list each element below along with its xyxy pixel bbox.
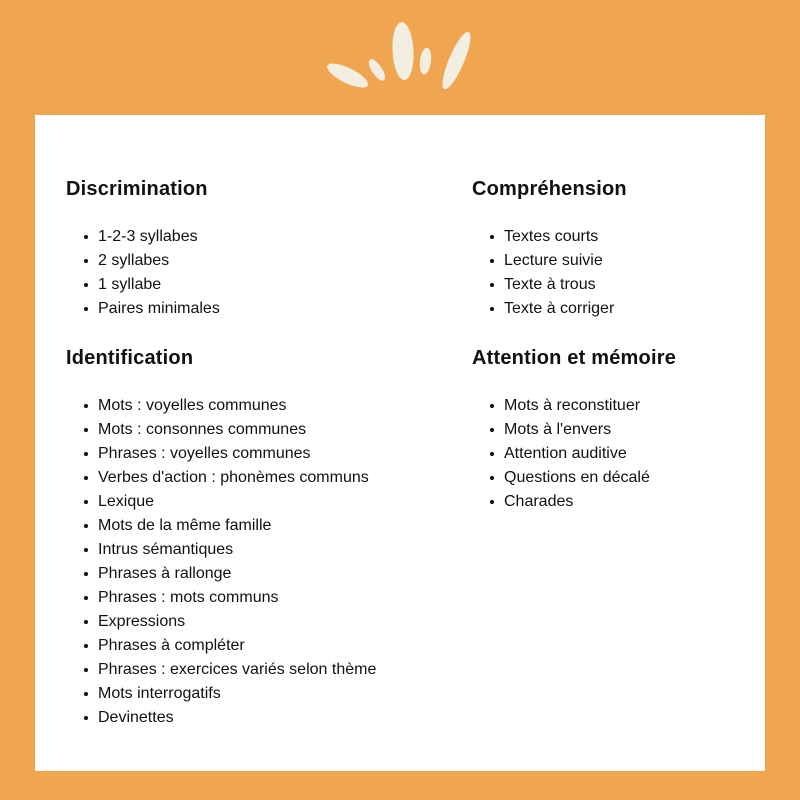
section-list-attention-memoire (472, 394, 765, 514)
list-item: Mots à reconstituer (490, 394, 765, 418)
list-item: Lexique (84, 490, 472, 514)
section-title-identification: Identification (66, 347, 194, 369)
column-right (472, 177, 765, 771)
section-attention-memoire (472, 346, 765, 514)
section-list-identification (66, 394, 472, 730)
list-item: Texte à trous (490, 273, 765, 297)
list-item: Expressions (84, 610, 472, 634)
list-item: 1-2-3 syllabes (84, 225, 472, 249)
section-title-comprehension: Compréhension (472, 178, 627, 200)
section-list-comprehension (472, 225, 765, 321)
list-item: Charades (490, 490, 765, 514)
list-item: Lecture suivie (490, 249, 765, 273)
list-item: Phrases : mots communs (84, 586, 472, 610)
column-left (66, 177, 472, 771)
section-comprehension (472, 177, 765, 321)
section-title-discrimination: Discrimination (66, 178, 208, 200)
list-item: Mots à l'envers (490, 418, 765, 442)
list-item: Mots : consonnes communes (84, 418, 472, 442)
burst-decoration-icon (320, 10, 480, 100)
list-item: Mots de la même famille (84, 514, 472, 538)
section-discrimination (66, 177, 472, 321)
list-item: Texte à corriger (490, 297, 765, 321)
list-item: 1 syllabe (84, 273, 472, 297)
list-item: 2 syllabes (84, 249, 472, 273)
list-item: Mots interrogatifs (84, 682, 472, 706)
list-item: Questions en décalé (490, 466, 765, 490)
list-item: Intrus sémantiques (84, 538, 472, 562)
list-item: Phrases : voyelles communes (84, 442, 472, 466)
list-item: Paires minimales (84, 297, 472, 321)
content-card (35, 115, 765, 771)
list-item: Textes courts (490, 225, 765, 249)
section-list-discrimination (66, 225, 472, 321)
list-item: Verbes d'action : phonèmes communs (84, 466, 472, 490)
list-item: Phrases à rallonge (84, 562, 472, 586)
section-title-attention-memoire: Attention et mémoire (472, 347, 677, 369)
list-item: Phrases à compléter (84, 634, 472, 658)
list-item: Phrases : exercices variés selon thème (84, 658, 472, 682)
section-identification (66, 346, 472, 730)
list-item: Mots : voyelles communes (84, 394, 472, 418)
list-item: Devinettes (84, 706, 472, 730)
list-item: Attention auditive (490, 442, 765, 466)
